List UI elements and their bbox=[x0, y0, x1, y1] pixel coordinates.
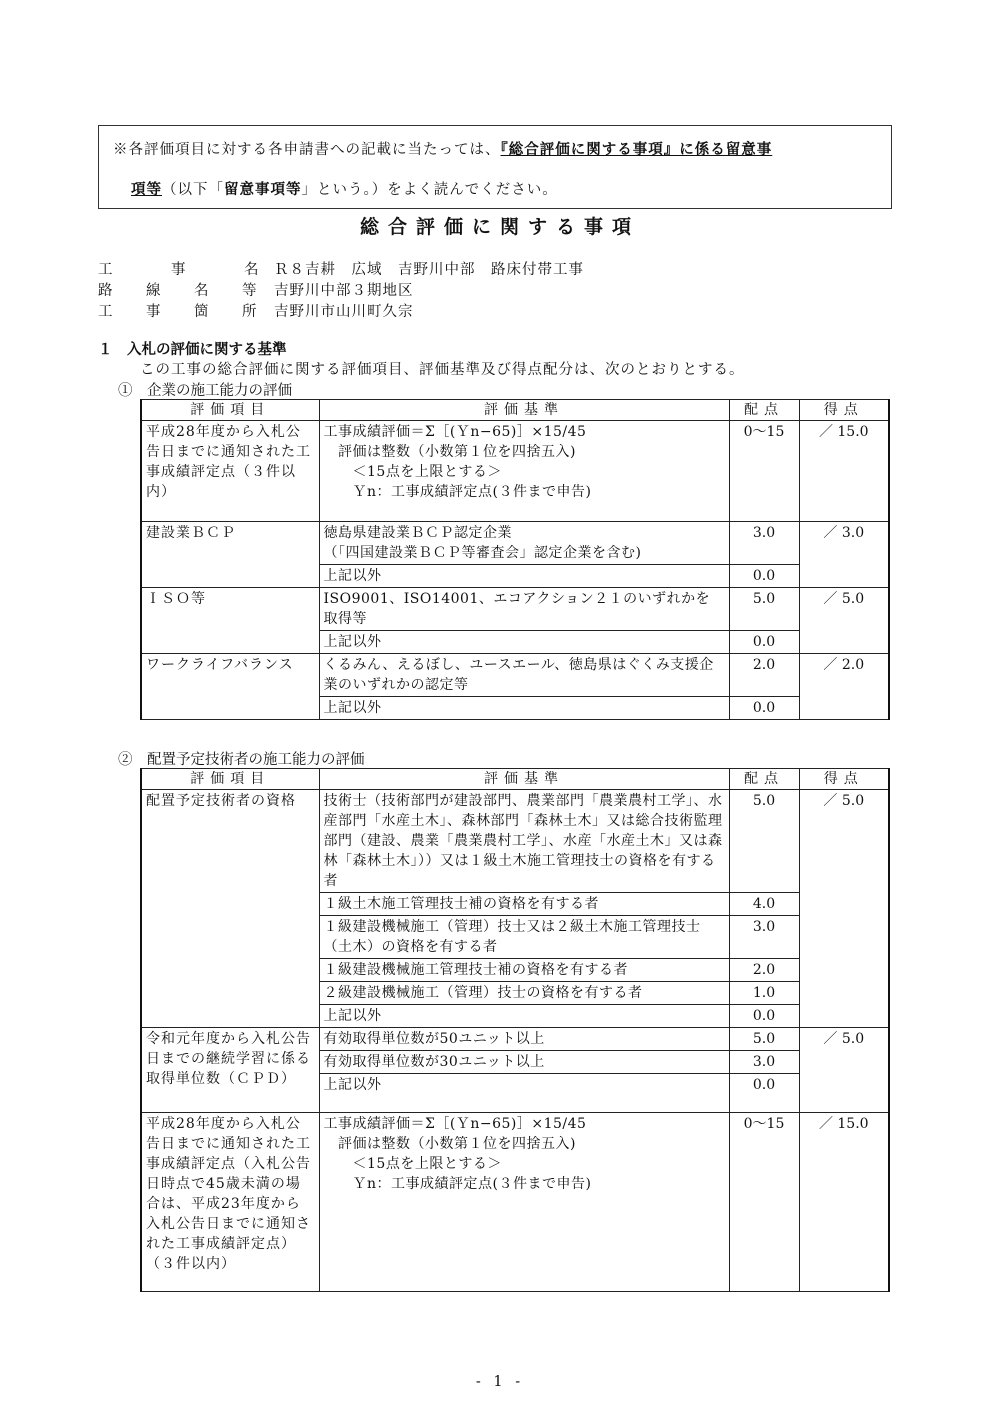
notice-text: ※各評価項目に対する各申請書への記載に当たっては、 bbox=[113, 142, 501, 158]
table-row bbox=[141, 421, 889, 522]
evaluation-criteria: １級土木施工管理技士補の資格を有する者 bbox=[319, 893, 729, 916]
evaluation-criteria: 工事成績評価＝Σ［(Ｙn−65)］×15/45 評価は整数（小数第１位を四捨五入) ＜15点を上限とする＞ Ｙn：工事成績評定点(３件まで申告) bbox=[319, 1113, 729, 1292]
allocated-points: 0.0 bbox=[729, 631, 799, 654]
evaluation-criteria: くるみん、えるぼし、ユースエール、徳島県はぐくみ支援企業のいずれかの認定等 bbox=[319, 654, 729, 697]
allocated-points: 1.0 bbox=[729, 982, 799, 1005]
header-score: 得点 bbox=[799, 400, 889, 421]
evaluation-item: ＩＳＯ等 bbox=[141, 588, 319, 654]
allocated-points: 0.0 bbox=[729, 565, 799, 588]
notice-line-1 bbox=[113, 138, 772, 159]
section-heading: １ 入札の評価に関する基準 bbox=[98, 342, 287, 358]
project-info-label: 工 事 箇 所 bbox=[98, 304, 257, 320]
notice-text: 」という。）をよく読んでください。 bbox=[301, 182, 558, 198]
allocated-points: 0.0 bbox=[729, 1005, 799, 1028]
score: ／ 5.0 bbox=[799, 588, 889, 654]
evaluation-criteria: 工事成績評価＝Σ［(Ｙn−65)］×15/45 評価は整数（小数第１位を四捨五入) ＜15点を上限とする＞ Ｙn：工事成績評定点(３件まで申告) bbox=[319, 421, 729, 522]
evaluation-criteria: 上記以外 bbox=[319, 565, 729, 588]
score: ／ 15.0 bbox=[799, 1113, 889, 1292]
allocated-points: 2.0 bbox=[729, 654, 799, 697]
header-criteria: 評価基準 bbox=[319, 400, 729, 421]
notice-text: （以下「 bbox=[162, 182, 224, 198]
subsection-heading-2: ② 配置予定技術者の施工能力の評価 bbox=[118, 752, 365, 768]
evaluation-criteria: 上記以外 bbox=[319, 697, 729, 720]
header-criteria: 評価基準 bbox=[319, 769, 729, 790]
header-score: 得点 bbox=[799, 769, 889, 790]
evaluation-item: 平成28年度から入札公告日までに通知された工事成績評定点（３件以内） bbox=[141, 421, 319, 522]
allocated-points: 4.0 bbox=[729, 893, 799, 916]
score: ／ 5.0 bbox=[799, 1028, 889, 1113]
table-header-row bbox=[141, 769, 889, 790]
table-row bbox=[141, 654, 889, 697]
table-row bbox=[141, 522, 889, 565]
evaluation-item: 配置予定技術者の資格 bbox=[141, 790, 319, 1028]
evaluation-criteria: 上記以外 bbox=[319, 631, 729, 654]
header-points: 配点 bbox=[729, 769, 799, 790]
project-info-row bbox=[98, 279, 414, 300]
evaluation-criteria: 上記以外 bbox=[319, 1005, 729, 1028]
notice-emphasis: 項等 bbox=[131, 182, 162, 198]
allocated-points: 0.0 bbox=[729, 1074, 799, 1113]
notice-box bbox=[98, 125, 892, 209]
project-info-label: 路 線 名 等 bbox=[98, 283, 257, 299]
evaluation-criteria: 上記以外 bbox=[319, 1074, 729, 1113]
evaluation-item: ワークライフバランス bbox=[141, 654, 319, 720]
allocated-points: 3.0 bbox=[729, 1051, 799, 1074]
header-points: 配点 bbox=[729, 400, 799, 421]
evaluation-criteria: １級建設機械施工（管理）技士又は２級土木施工管理技士（土木）の資格を有する者 bbox=[319, 916, 729, 959]
project-info-value: 吉野川中部３期地区 bbox=[274, 283, 414, 299]
evaluation-criteria: 技術士（技術部門が建設部門、農業部門「農業農村工学」、水産部門「水産土木」、森林部門「森林土木」又は総合技術監理部門（建設、農業「農業農村工学」、水産「水産土木」又は森林「森林土木」））又は１級土木施工管理技士の資格を有する者 bbox=[319, 790, 729, 893]
evaluation-item: 建設業ＢＣＰ bbox=[141, 522, 319, 588]
evaluation-item: 令和元年度から入札公告日までの継続学習に係る取得単位数（ＣＰＤ） bbox=[141, 1028, 319, 1113]
evaluation-item: 平成28年度から入札公告日までに通知された工事成績評定点（入札公告日時点で45歳未満の場合は、平成23年度から入札公告日までに通知された工事成績評定点）（３件以内） bbox=[141, 1113, 319, 1292]
allocated-points: 5.0 bbox=[729, 588, 799, 631]
project-info-row bbox=[98, 258, 584, 279]
section-intro: この工事の総合評価に関する評価項目、評価基準及び得点配分は、次のとおりとする。 bbox=[140, 362, 745, 378]
table-row bbox=[141, 1113, 889, 1292]
allocated-points: 3.0 bbox=[729, 916, 799, 959]
page-number: - 1 - bbox=[475, 1374, 525, 1390]
header-item: 評価項目 bbox=[141, 400, 319, 421]
header-item: 評価項目 bbox=[141, 769, 319, 790]
notice-line-2 bbox=[131, 178, 558, 199]
project-info-label: 工 事 名 bbox=[98, 262, 259, 278]
page-title: 総合評価に関する事項 bbox=[359, 216, 640, 238]
evaluation-criteria: ２級建設機械施工（管理）技士の資格を有する者 bbox=[319, 982, 729, 1005]
evaluation-table-engineer bbox=[140, 768, 890, 1292]
notice-emphasis: 『総合評価に関する事項』に係る留意事 bbox=[500, 142, 773, 158]
table-row bbox=[141, 790, 889, 893]
evaluation-criteria: １級建設機械施工管理技士補の資格を有する者 bbox=[319, 959, 729, 982]
evaluation-criteria: 徳島県建設業ＢＣＰ認定企業 （「四国建設業ＢＣＰ等審査会」認定企業を含む) bbox=[319, 522, 729, 565]
table-row bbox=[141, 588, 889, 631]
subsection-heading-1: ① 企業の施工能力の評価 bbox=[118, 383, 292, 399]
allocated-points: 3.0 bbox=[729, 522, 799, 565]
score: ／ 3.0 bbox=[799, 522, 889, 588]
project-info-value: 吉野川市山川町久宗 bbox=[274, 304, 414, 320]
allocated-points: 0〜15 bbox=[729, 1113, 799, 1292]
score: ／ 15.0 bbox=[799, 421, 889, 522]
table-header-row bbox=[141, 400, 889, 421]
allocated-points: 0〜15 bbox=[729, 421, 799, 522]
allocated-points: 2.0 bbox=[729, 959, 799, 982]
evaluation-criteria: 有効取得単位数が30ユニット以上 bbox=[319, 1051, 729, 1074]
project-info-row bbox=[98, 300, 414, 321]
table-row bbox=[141, 1028, 889, 1051]
allocated-points: 5.0 bbox=[729, 790, 799, 893]
project-info-value: Ｒ８吉耕 広域 吉野川中部 路床付帯工事 bbox=[274, 262, 584, 278]
evaluation-table-company bbox=[140, 399, 890, 720]
score: ／ 2.0 bbox=[799, 654, 889, 720]
evaluation-criteria: ISO9001、ISO14001、エコアクション２１のいずれかを取得等 bbox=[319, 588, 729, 631]
allocated-points: 0.0 bbox=[729, 697, 799, 720]
allocated-points: 5.0 bbox=[729, 1028, 799, 1051]
notice-emphasis: 留意事項等 bbox=[224, 182, 302, 198]
evaluation-criteria: 有効取得単位数が50ユニット以上 bbox=[319, 1028, 729, 1051]
score: ／ 5.0 bbox=[799, 790, 889, 1028]
